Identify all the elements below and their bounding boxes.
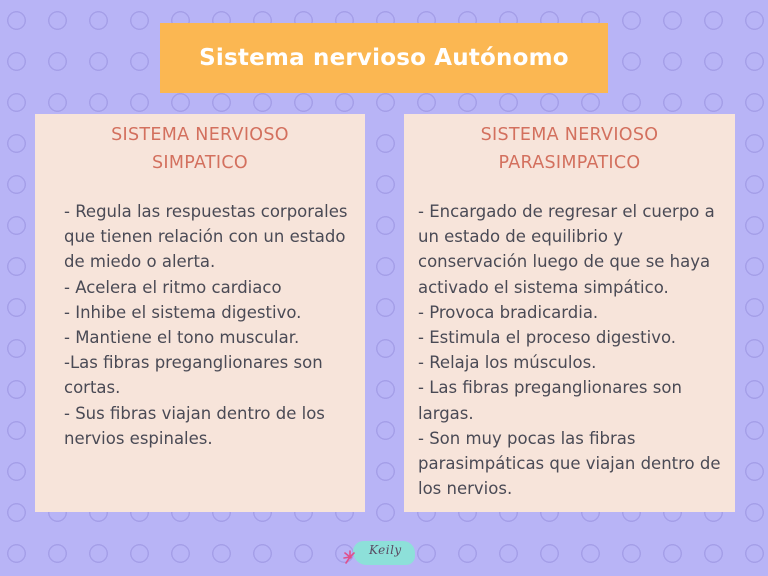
list-item: - Inhibe el sistema digestivo. (64, 302, 302, 322)
sympathetic-heading-line2: SIMPATICO (152, 153, 248, 173)
sympathetic-heading (35, 121, 365, 177)
parasympathetic-heading (404, 121, 735, 177)
list-item: - Mantiene el tono muscular. (64, 328, 300, 348)
parasympathetic-heading-line1: SISTEMA NERVIOSO (480, 125, 659, 145)
signature-text: Keily (369, 543, 402, 557)
list-item: - Las fibras preganglionares son largas. (418, 378, 682, 423)
list-item: - Encargado de regresar el cuerpo a un estado de equilibrio y conservación luego de que se haya activado el sistema simpático. (418, 202, 715, 297)
sympathetic-heading-line1: SISTEMA NERVIOSO (111, 125, 289, 145)
parasympathetic-list (404, 199, 735, 501)
signature-logo (342, 538, 416, 566)
parasympathetic-card (404, 114, 735, 512)
page-title: Sistema nervioso Autónomo (199, 45, 569, 71)
title-banner (160, 23, 608, 93)
sympathetic-card (35, 114, 365, 512)
flower-icon (342, 549, 358, 565)
list-item: - Son muy pocas las fibras parasimpáticas que viajan dentro de los nervios. (418, 428, 721, 499)
list-item: - Sus fibras viajan dentro de los nervios espinales. (64, 403, 325, 448)
list-item: - Provoca bradicardia. (418, 302, 599, 322)
list-item: -Las fibras preganglionares son cortas. (64, 353, 323, 398)
list-item: - Regula las respuestas corporales que tienen relación con un estado de miedo o alerta. (64, 202, 348, 272)
parasympathetic-heading-line2: PARASIMPATICO (498, 153, 641, 173)
sympathetic-list (35, 199, 365, 451)
list-item: - Acelera el ritmo cardiaco (64, 277, 282, 297)
list-item: - Estimula el proceso digestivo. (418, 328, 677, 348)
list-item: - Relaja los músculos. (418, 353, 597, 373)
